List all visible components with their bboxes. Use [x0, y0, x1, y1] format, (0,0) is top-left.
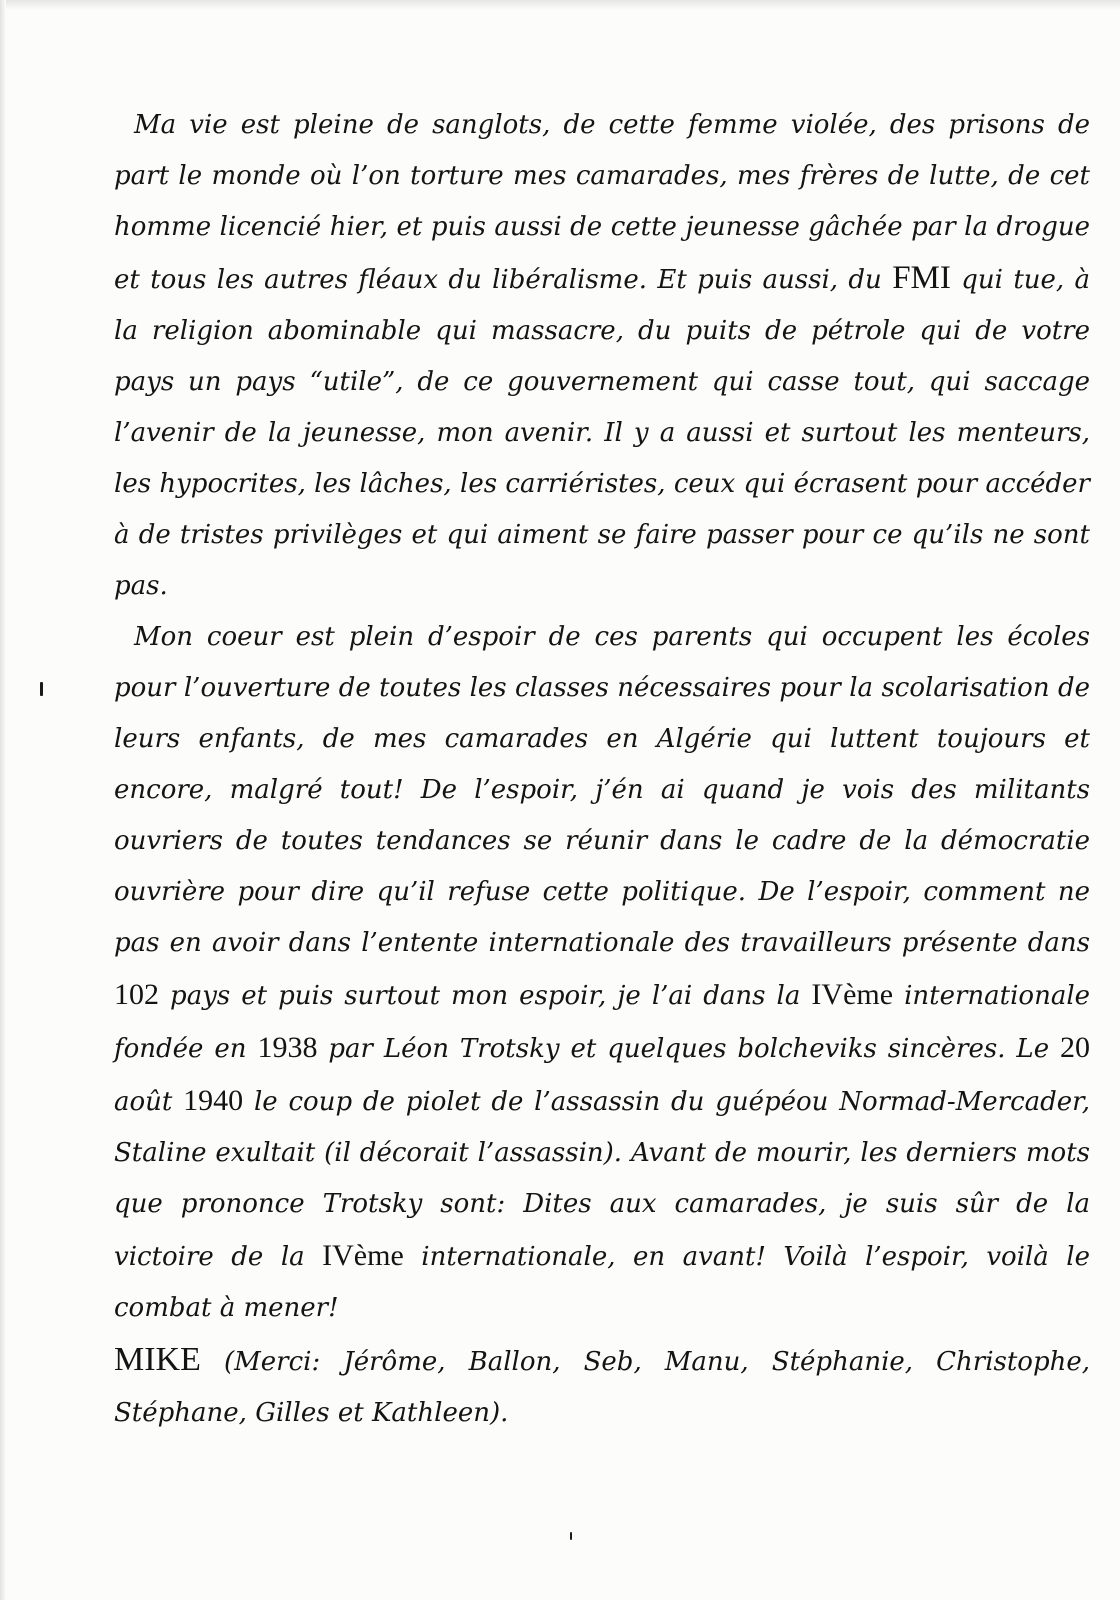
paragraph-sorrow-text-2: qui tue, à la religion abominable qui massacre, du puits de pétrole qui de votre pays un pays “utile”, de ce gouvernement qui casse tout, qui saccage l’avenir de la jeunesse, mon avenir. Il y a aussi et surtout les menteurs, les hypocrites, les lâches, les carriéristes, ceux qui écrasent pour accéder à de tristes privilèges et qui aiment se faire passer pour ce qu’ils ne sont pas. — [114, 265, 1091, 601]
paragraph-hope-text-2: pays et puis surtout mon espoir, je l’ai dans la — [170, 981, 801, 1011]
paragraph-hope — [114, 612, 1090, 1334]
fourth-international-2: IVème — [322, 1239, 404, 1272]
signature-thanks: (Merci: Jérôme, Ballon, Seb, Manu, Stéphanie, Christophe, Stéphane, Gilles et Kathleen). — [114, 1347, 1090, 1428]
paragraph-hope-text-6: le coup de piolet de l’assassin du guépéou Normad-Mercader, Staline exultait (il décorait l’assassin). Avant de mourir, les derniers mots que prononce Trotsky sont: Dites aux camarades, je suis sûr de la victoire de la — [114, 1087, 1090, 1272]
fmi-abbreviation: FMI — [892, 260, 951, 296]
paragraph-hope-text-5: août — [114, 1087, 173, 1117]
paragraph-hope-text-3: internationale fondée en — [114, 981, 1091, 1064]
paragraph-hope-text-1: Mon coeur est plein d’espoir de ces parents qui occupent les écoles pour l’ouverture de toutes les classes nécessaires pour la scolarisation de leurs enfants, de mes camarades en Algérie qui luttent toujours et encore, malgré tout! De l’espoir, j’én ai quand je vois des militants ouvriers de toutes tendances se réunir dans le cadre de la démocratie ouvrière pour dire qu’il refuse cette politique. De l’espoir, comment ne pas en avoir dans l’entente internationale des travailleurs présente dans — [114, 622, 1090, 958]
margin-mark-left — [40, 682, 43, 696]
founding-year: 1938 — [257, 1031, 318, 1064]
country-count: 102 — [114, 978, 159, 1011]
assassination-day: 20 — [1060, 1031, 1091, 1064]
paragraph-hope-text-4: par Léon Trotsky et quelques bolcheviks sincères. Le — [328, 1034, 1050, 1064]
paragraph-hope-text-7: internationale, en avant! Voilà l’espoir, voilà le combat à mener! — [114, 1242, 1090, 1323]
paragraph-sorrow-text-1: Ma vie est pleine de sanglots, de cette femme violée, des prisons de part le monde où l’on torture mes camarades, mes frères de lutte, de cet homme licencié hier, et puis aussi de cette jeunesse gâchée par la drogue et tous les autres fléaux du libéralisme. Et puis aussi, du — [114, 110, 1090, 295]
assassination-year: 1940 — [183, 1084, 244, 1117]
paragraph-sorrow — [114, 100, 1090, 612]
scan-edge-top — [0, 0, 1120, 10]
margin-mark-bottom — [570, 1532, 572, 1540]
signature-name: MIKE — [114, 1341, 201, 1378]
fourth-international-1: IVème — [811, 978, 894, 1011]
letter-text — [114, 100, 1090, 1439]
signature-block — [114, 1334, 1090, 1439]
scan-edge-left — [0, 0, 6, 1600]
